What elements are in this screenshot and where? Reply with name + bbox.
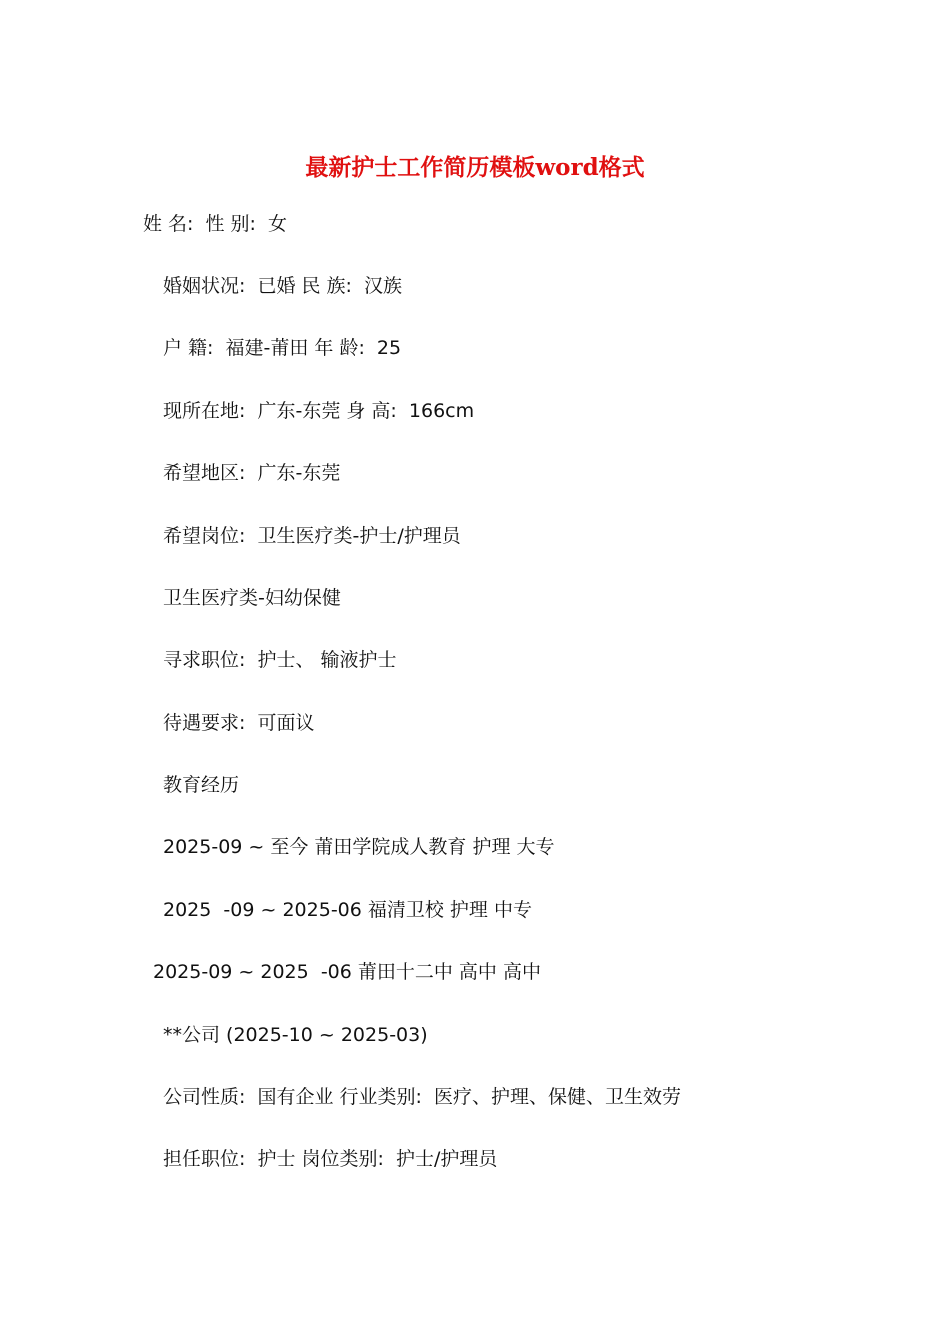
- job-sought-line: 寻求职位: 护士、 输液护士: [163, 649, 397, 671]
- desired-region-line: 希望地区: 广东-东莞: [163, 462, 341, 484]
- education-heading: 教育经历: [163, 774, 240, 796]
- location-height-line: 现所在地: 广东-东莞 身 高: 166cm: [163, 400, 475, 422]
- education-entry-2: 2025 -09 ~ 2025-06 福清卫校 护理 中专: [163, 899, 532, 921]
- desired-position-line: 希望岗位: 卫生医疗类-护士/护理员: [163, 525, 461, 547]
- domicile-age-line: 户 籍: 福建-莆田 年 龄: 25: [163, 337, 402, 359]
- education-entry-3: 2025-09 ~ 2025 -06 莆田十二中 高中 高中: [153, 961, 541, 983]
- salary-line: 待遇要求: 可面议: [163, 712, 315, 734]
- role-line: 担任职位: 护士 岗位类别: 护士/护理员: [163, 1148, 498, 1170]
- company-nature-line: 公司性质: 国有企业 行业类别: 医疗、护理、保健、卫生效劳: [163, 1086, 682, 1108]
- document-title: 最新护士工作简历模板word格式: [305, 154, 645, 181]
- company-line: **公司 (2025-10 ~ 2025-03): [163, 1024, 428, 1046]
- name-gender-line: 姓 名: 性 别: 女: [143, 213, 288, 235]
- desired-position-extra-line: 卫生医疗类-妇幼保健: [163, 587, 341, 609]
- education-entry-1: 2025-09 ~ 至今 莆田学院成人教育 护理 大专: [163, 836, 555, 858]
- marital-ethnicity-line: 婚姻状况: 已婚 民 族: 汉族: [163, 275, 403, 297]
